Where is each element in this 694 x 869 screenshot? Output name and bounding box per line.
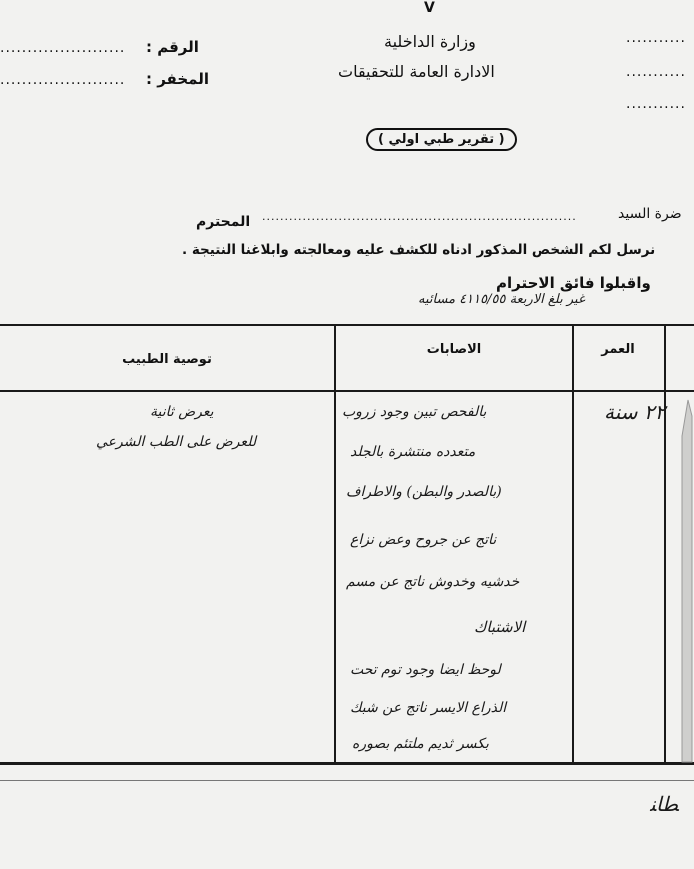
col-divider-3 bbox=[664, 324, 666, 762]
request-line: نرسل لكم الشخص المذكور ادناه للكشف عليه ومعالجته وابلاغنا النتيجة . bbox=[182, 242, 656, 258]
injury-line-9: بكسر ثديم ملتئم بصوره bbox=[352, 736, 489, 752]
top-mark: V bbox=[424, 0, 435, 16]
addressee-salutation: ضرة السيد bbox=[618, 206, 682, 222]
directorate-name: الادارة العامة للتحقيقات bbox=[338, 62, 495, 81]
right-dots-1: ........... bbox=[626, 30, 686, 46]
station-dots: ....................... bbox=[0, 72, 126, 88]
injury-line-3: (بالصدر والبطن) والاطراف bbox=[346, 484, 502, 500]
recommendation-line-1: يعرض ثانية bbox=[150, 404, 214, 420]
right-dots-2: ........... bbox=[626, 64, 686, 80]
closing-line: واقبلوا فائق الاحترام bbox=[496, 274, 651, 292]
bottom-scrawl: ﻄﺎﻨ bbox=[650, 792, 679, 816]
table-header-border bbox=[0, 390, 694, 392]
age-value: ٢٢ سنة bbox=[604, 400, 666, 424]
col-divider-1 bbox=[334, 324, 336, 762]
injury-line-6: الاشتباك bbox=[474, 618, 526, 636]
header-age: العمر bbox=[601, 342, 635, 357]
col-divider-2 bbox=[572, 324, 574, 762]
header-recommendation: توصية الطبيب bbox=[122, 352, 212, 367]
number-label: الرقم : bbox=[146, 38, 199, 56]
number-dots: ....................... bbox=[0, 40, 126, 56]
report-title: ( تقرير طبي اولي ) bbox=[366, 128, 517, 151]
table-bottom-border bbox=[0, 762, 694, 765]
injury-line-4: ناتج عن جروح وعض نزاع bbox=[350, 532, 497, 548]
addressee-respected: المحترم bbox=[196, 214, 251, 230]
header-injuries: الاصابات bbox=[426, 342, 482, 357]
injury-line-2: متعدده منتشرة بالجلد bbox=[350, 444, 476, 460]
handwritten-note: غير بلغ الاربعة ٤١١٥/٥٥ مسائيه bbox=[418, 292, 585, 307]
injury-line-8: الذراع الايسر ناتج عن شبك bbox=[350, 700, 507, 716]
ministry-name: وزارة الداخلية bbox=[384, 32, 476, 51]
addressee-dots: ...................................................................... bbox=[262, 210, 577, 223]
injury-line-7: لوحظ ايضا وجود توم تحت bbox=[350, 662, 501, 678]
recommendation-line-2: للعرض على الطب الشرعي bbox=[96, 434, 257, 450]
right-dots-3: ........... bbox=[626, 96, 686, 112]
station-label: المخفر : bbox=[146, 70, 209, 88]
pen-shadow bbox=[670, 396, 694, 766]
injury-line-1: بالفحص تبين وجود زروب bbox=[342, 404, 487, 420]
lower-border bbox=[0, 780, 694, 781]
table-top-border bbox=[0, 324, 694, 326]
injury-line-5: خدشيه وخدوش ناتج عن مسم bbox=[346, 574, 520, 590]
